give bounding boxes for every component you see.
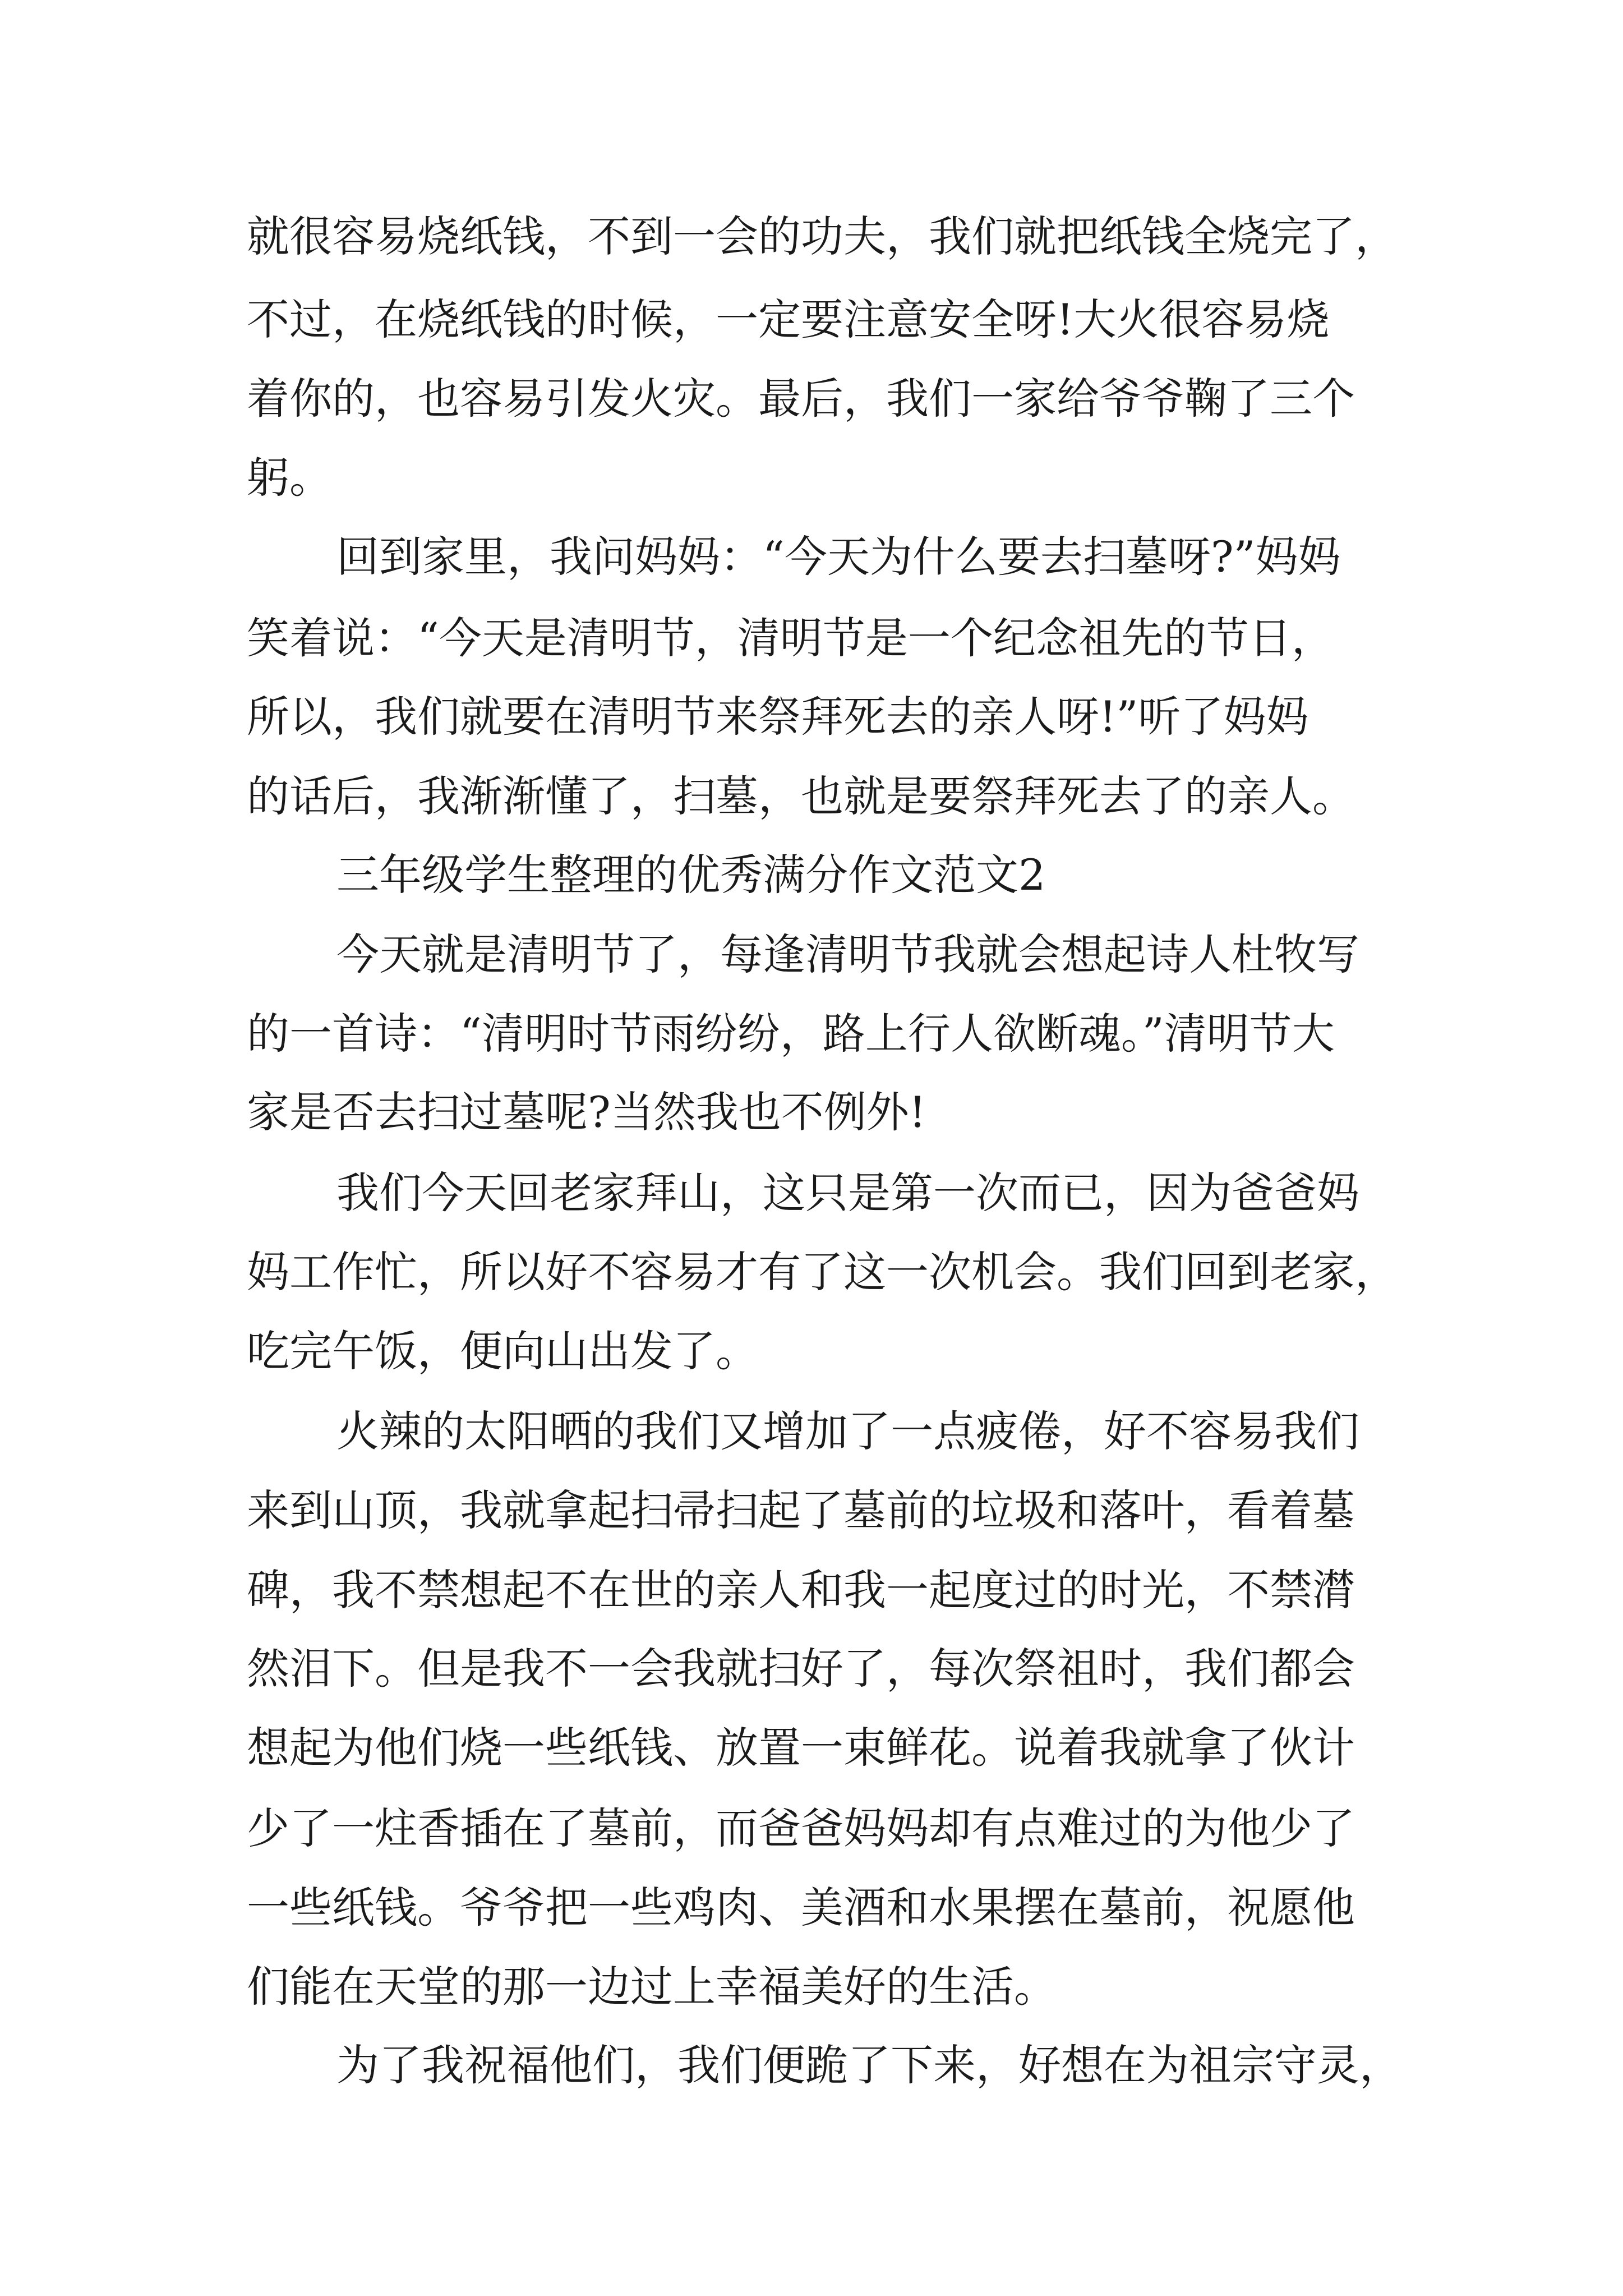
text-line: 今天就是清明节了，每逢清明节我就会想起诗人杜牧写 — [336, 930, 1359, 979]
text-line: 躬。 — [247, 453, 332, 503]
text-line: 们能在天堂的那一边过上幸福美好的生活。 — [247, 1962, 1057, 2012]
text-line: 少了一炷香插在了墓前，而爸爸妈妈却有点难过的为他少了 — [247, 1803, 1355, 1853]
text-line: 不过，在烧纸钱的时候，一定要注意安全呀!大火很容易烧 — [247, 295, 1330, 344]
text-line: 的一首诗：“清明时节雨纷纷，路上行人欲断魂。”清明节大 — [247, 1009, 1335, 1059]
text-line: 想起为他们烧一些纸钱、放置一束鲜花。说着我就拿了伙计 — [247, 1723, 1355, 1773]
text-line: 为了我祝福他们，我们便跪了下来，好想在为祖宗守灵， — [336, 2040, 1402, 2090]
text-line: 所以，我们就要在清明节来祭拜死去的亲人呀!”听了妈妈 — [247, 692, 1309, 742]
text-line: 家是否去扫过墓呢?当然我也不例外! — [247, 1087, 926, 1137]
text-line: 火辣的太阳晒的我们又增加了一点疲倦，好不容易我们 — [336, 1406, 1359, 1456]
text-line: 来到山顶，我就拿起扫帚扫起了墓前的垃圾和落叶，看着墓 — [247, 1485, 1355, 1535]
text-line: 吃完午饭，便向山出发了。 — [247, 1326, 758, 1376]
text-line: 笑着说：“今天是清明节，清明节是一个纪念祖先的节日， — [247, 613, 1334, 663]
text-line: 着你的，也容易引发火灾。最后，我们一家给爷爷鞠了三个 — [247, 374, 1355, 424]
text-line: 就很容易烧纸钱，不到一会的功夫，我们就把纸钱全烧完了， — [247, 211, 1398, 261]
text-line: 一些纸钱。爷爷把一些鸡肉、美酒和水果摆在墓前，祝愿他 — [247, 1883, 1355, 1932]
text-line: 回到家里，我问妈妈：“今天为什么要去扫墓呀?”妈妈 — [336, 532, 1341, 582]
text-line: 我们今天回老家拜山，这只是第一次而已，因为爸爸妈 — [336, 1168, 1359, 1218]
text-line: 碑，我不禁想起不在世的亲人和我一起度过的时光，不禁潸 — [247, 1565, 1355, 1615]
text-line: 妈工作忙，所以好不容易才有了这一次机会。我们回到老家， — [247, 1247, 1398, 1297]
section-heading: 三年级学生整理的优秀满分作文范文2 — [336, 850, 1046, 900]
text-line: 然泪下。但是我不一会我就扫好了，每次祭祖时，我们都会 — [247, 1644, 1355, 1694]
text-line: 的话后，我渐渐懂了，扫墓，也就是要祭拜死去了的亲人。 — [247, 771, 1355, 821]
